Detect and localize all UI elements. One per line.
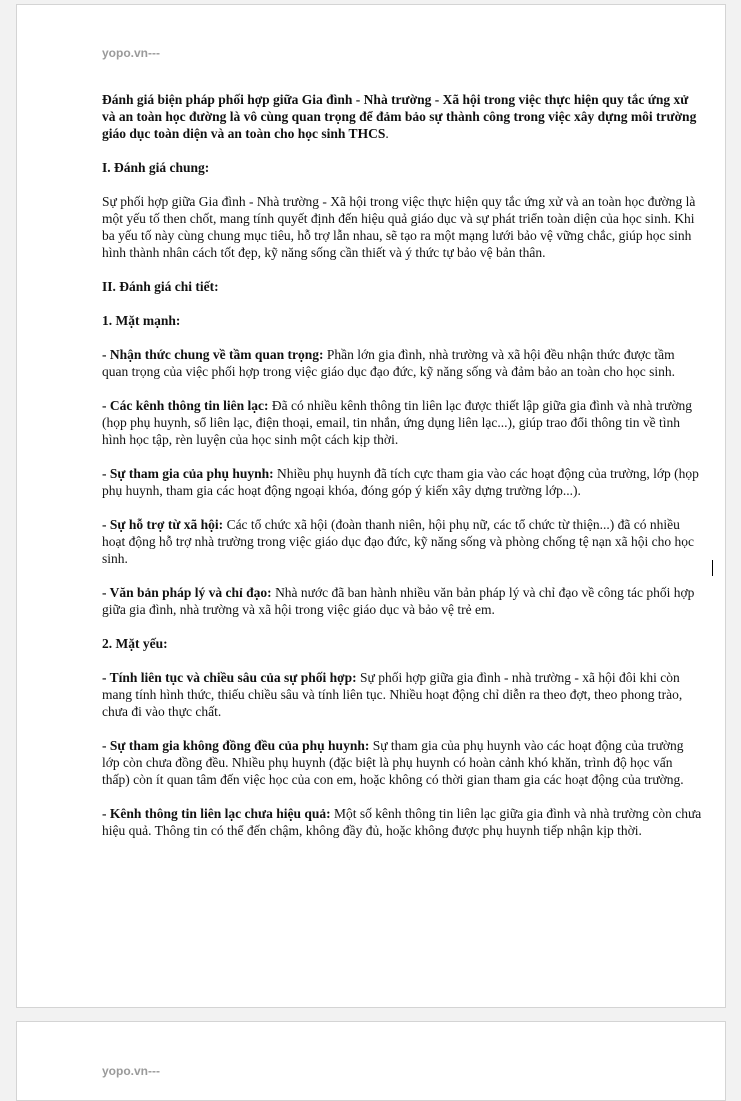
section-general-body: Sự phối hợp giữa Gia đình - Nhà trường - Xã hội trong việc thực hiện quy tắc ứng xử và an toàn học đường là một yếu tố then chốt, mang tính quyết định đến hiệu quả giáo dục và sự phát triển toàn diện của học sinh. Khi ba yếu tố này cùng chung mục tiêu, hỗ trợ lẫn nhau, sẽ tạo ra một mạng lưới bảo vệ vững chắc, giúp học sinh hình thành nhân cách tốt đẹp, kỹ năng sống cần thiết và ý thức tự bảo vệ bản thân. xyxy=(102,194,696,260)
item-label: - Sự hỗ trợ từ xã hội: xyxy=(102,517,224,532)
item-label: - Nhận thức chung về tầm quan trọng: xyxy=(102,347,324,362)
document-title xyxy=(102,91,702,142)
item-text: Các tổ chức xã hội (đoàn thanh niên, hội phụ nữ, các tổ chức từ thiện...) đã có nhiều hoạt động hỗ trợ nhà trường trong việc giáo dục đạo đức, kỹ năng sống và phòng chống tệ nạn xã hội cho học sinh. xyxy=(102,517,695,566)
item-label: - Các kênh thông tin liên lạc: xyxy=(102,398,269,413)
page-content[interactable] xyxy=(102,91,702,856)
item-text: Một số kênh thông tin liên lạc giữa gia đình và nhà trường còn chưa hiệu quả. Thông tin có thể đến chậm, không đầy đủ, hoặc không được phụ huynh tiếp nhận kịp thời. xyxy=(102,806,702,838)
strength-item xyxy=(102,397,702,448)
weakness-item xyxy=(102,805,702,839)
weakness-item xyxy=(102,737,702,788)
item-text: Sự tham gia của phụ huynh vào các hoạt động của trường lớp còn chưa đồng đều. Nhiều phụ huynh (đặc biệt là phụ huynh có hoàn cảnh khó khăn, trình độ học vấn thấp) còn ít quan tâm đến việc học của con em, hoặc không có thời gian tham gia các hoạt động của trường. xyxy=(102,738,684,787)
subsection-heading-strengths: 1. Mặt mạnh: xyxy=(102,313,181,328)
page-header: yopo.vn--- xyxy=(102,46,160,60)
item-text: Sự phối hợp giữa gia đình - nhà trường - xã hội đôi khi còn mang tính hình thức, thiếu chiều sâu và tính liên tục. Nhiều hoạt động chỉ diễn ra theo đợt, theo phong trào, chưa đi vào thực chất. xyxy=(102,670,683,719)
item-label: - Kênh thông tin liên lạc chưa hiệu quả: xyxy=(102,806,331,821)
weakness-item xyxy=(102,669,702,720)
item-text: Đã có nhiều kênh thông tin liên lạc được thiết lập giữa gia đình và nhà trường (họp phụ huynh, sổ liên lạc, điện thoại, email, tin nhắn, ứng dụng liên lạc...), giúp trao đổi thông tin về tình hình học tập, rèn luyện của học sinh một cách kịp thời. xyxy=(102,398,693,447)
document-page-2 xyxy=(16,1021,726,1101)
section-heading-general: I. Đánh giá chung: xyxy=(102,160,210,175)
document-title-end: . xyxy=(385,126,389,141)
item-text: Nhà nước đã ban hành nhiều văn bản pháp lý và chỉ đạo về công tác phối hợp giữa gia đình, nhà trường và xã hội trong việc giáo dục và bảo vệ trẻ em. xyxy=(102,585,695,617)
strength-item xyxy=(102,465,702,499)
page-header: yopo.vn--- xyxy=(102,1064,160,1078)
section-heading-detail: II. Đánh giá chi tiết: xyxy=(102,279,219,294)
document-title-text: Đánh giá biện pháp phối hợp giữa Gia đình - Nhà trường - Xã hội trong việc thực hiện quy tắc ứng xử và an toàn học đường là vô cùng quan trọng để đảm bảo sự thành công trong việc xây dựng môi trường giáo dục toàn diện và an toàn cho học sinh THCS xyxy=(102,92,697,141)
item-text: Phần lớn gia đình, nhà trường và xã hội đều nhận thức được tầm quan trọng của việc phối hợp trong việc giáo dục đạo đức, kỹ năng sống và đảm bảo an toàn cho học sinh. xyxy=(102,347,676,379)
subsection-heading-weaknesses: 2. Mặt yếu: xyxy=(102,636,168,651)
item-label: - Văn bản pháp lý và chỉ đạo: xyxy=(102,585,272,600)
text-cursor xyxy=(712,560,713,576)
item-label: - Tính liên tục và chiều sâu của sự phối hợp: xyxy=(102,670,357,685)
document-page-1 xyxy=(16,4,726,1008)
item-label: - Sự tham gia không đồng đều của phụ huynh: xyxy=(102,738,370,753)
item-label: - Sự tham gia của phụ huynh: xyxy=(102,466,274,481)
strength-item xyxy=(102,584,702,618)
item-text: Nhiều phụ huynh đã tích cực tham gia vào các hoạt động của trường, lớp (họp phụ huynh, tham gia các hoạt động ngoại khóa, đóng góp ý kiến xây dựng trường lớp...). xyxy=(102,466,699,498)
strength-item xyxy=(102,346,702,380)
strength-item xyxy=(102,516,702,567)
